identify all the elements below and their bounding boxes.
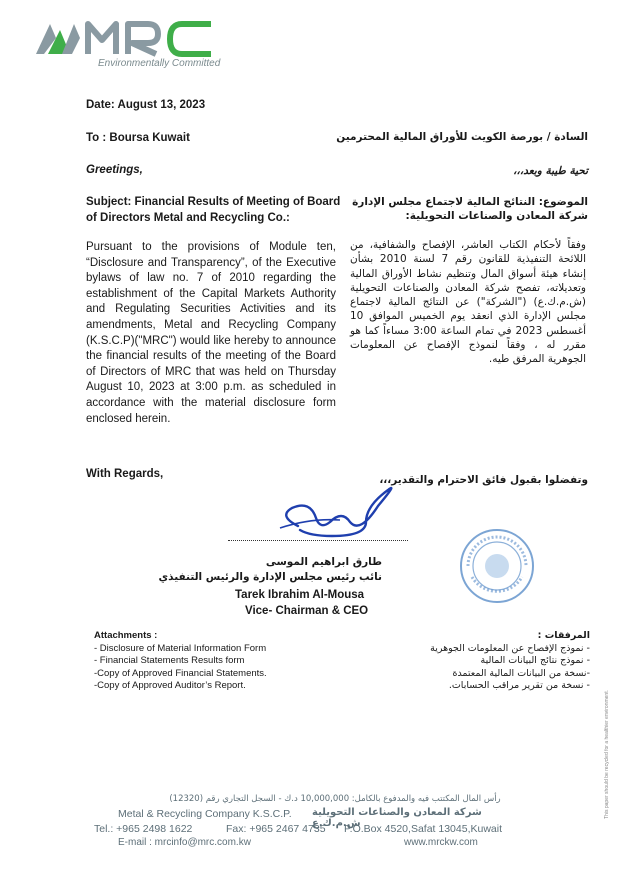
greeting-en: Greetings, bbox=[86, 164, 143, 176]
letter-date: Date: August 13, 2023 bbox=[86, 99, 206, 111]
footer-tel: Tel.: +965 2498 1622 bbox=[94, 823, 193, 835]
subject-en-line2: of Directors Metal and Recycling Co.: bbox=[86, 211, 290, 224]
footer-email[interactable]: E-mail : mrcinfo@mrc.com.kw bbox=[118, 837, 251, 848]
regards-ar: وتفضلوا بقبول فائق الاحترام والتقدير،،، bbox=[379, 474, 588, 486]
footer-fax: Fax: +965 2467 4735 bbox=[226, 823, 326, 835]
footer-company-en: Metal & Recycling Company K.S.C.P. bbox=[118, 808, 292, 820]
recycle-note: This paper should be recycled for a healthier environment. bbox=[604, 690, 610, 819]
attachment-item: - Financial Statements Results form bbox=[94, 655, 245, 667]
attachments-heading-en: Attachments : bbox=[94, 630, 158, 641]
attachment-item-ar: -نسخة من البيانات المالية المعتمدة bbox=[452, 667, 590, 679]
subject-ar-line1: الموضوع: النتائج المالية لاجتماع مجلس الإدارة bbox=[352, 196, 588, 208]
footer-website[interactable]: www.mrckw.com bbox=[404, 837, 478, 848]
signatory-title-en: Vice- Chairman & CEO bbox=[245, 605, 369, 617]
signatory-name-en: Tarek Ibrahim Al-Mousa bbox=[235, 589, 365, 601]
attachment-item-ar: - نموذج نتائج البيانات المالية bbox=[480, 655, 590, 667]
logo-tagline: Environmentally Committed bbox=[98, 58, 221, 69]
mrc-logo-graphic bbox=[36, 10, 226, 62]
signature bbox=[270, 478, 430, 548]
subject-en bbox=[86, 195, 356, 226]
footer-company-ar: شركة المعادن والصناعات التحويلية ش.م.ك.ع bbox=[312, 807, 482, 829]
regards-en: With Regards, bbox=[86, 468, 164, 480]
footer-po-box: P.O.Box 4520,Safat 13045,Kuwait bbox=[344, 823, 503, 835]
signatory-name-ar: طارق ابراهيم الموسى bbox=[265, 556, 382, 568]
addressee-en: To : Boursa Kuwait bbox=[86, 132, 190, 144]
addressee-ar: السادة / بورصة الكويت للأوراق المالية المحترمين bbox=[336, 131, 588, 143]
signatory-title-ar: نائب رئيس مجلس الإدارة والرئيس التنفيذي bbox=[158, 571, 382, 583]
subject-ar-line2: شركة المعادن والصناعات التحويلية: bbox=[405, 210, 588, 223]
attachment-item-ar: - نسخة من تقرير مراقب الحسابات. bbox=[448, 680, 590, 692]
subject-en-line1: Subject: Financial Results of Meeting of Board bbox=[86, 196, 341, 208]
signature-line bbox=[228, 540, 408, 541]
greeting-ar: تحية طيبة وبعد،،، bbox=[513, 165, 588, 177]
attachments-heading-ar: المرفقات : bbox=[537, 630, 590, 641]
company-stamp bbox=[458, 527, 536, 605]
attachment-item: -Copy of Approved Financial Statements. bbox=[94, 667, 267, 679]
footer-capital-line: رأس المال المكتتب فيه والمدفوع بالكامل: 10,000,000 د.ك - السجل التجاري رقم (12320) bbox=[169, 794, 501, 804]
attachments-en bbox=[94, 630, 354, 693]
attachments-ar bbox=[400, 630, 590, 693]
attachment-item: - Disclosure of Material Information Form bbox=[94, 642, 267, 654]
subject-ar bbox=[350, 195, 588, 224]
attachment-item-ar: - نموذج الإفصاح عن المعلومات الجوهرية bbox=[430, 642, 590, 654]
attachment-item: -Copy of Approved Auditor’s Report. bbox=[94, 680, 246, 692]
body-ar: وفقاً لأحكام الكتاب العاشر، الإفصاح والشفافية، من اللائحة التنفيذية للقانون رقم 7 لسنة 2010 بشأن إنشاء هيئة أسواق المال وتنظيم نشاط الأوراق المالية وتعديلاته، تفصح شركة المعادن والصناعات التحويلية (ش.م.ك.ع) ("الشركة") عن النتائج المالية لاجتماع مجلس الإدارة الذي انعقد يوم الخميس الموافق 10 أغسطس 2023 في تمام الساعة 3:00 مساءاً كما هو مقرر له ، وفقاً لنموذج الإفصاح عن المعلومات الجوهرية المرفق طيه. bbox=[350, 239, 586, 366]
body-en: Pursuant to the provisions of Module ten, “Disclosure and Transparency”, of the Executive bylaws of law no. 7 of 2010 regarding the establishment of the Capital Markets Authority and Regulating Securities Activities and its amendments, Metal and Recycling Company (K.S.C.P)("MRC") would like hereby to announce the financial results of the meeting of the Board of Directors of MRC that was held on Thursday August 10, 2023 at 3:00 p.m. as scheduled in accordance with the material disclosure form enclosed herein. bbox=[86, 241, 336, 425]
